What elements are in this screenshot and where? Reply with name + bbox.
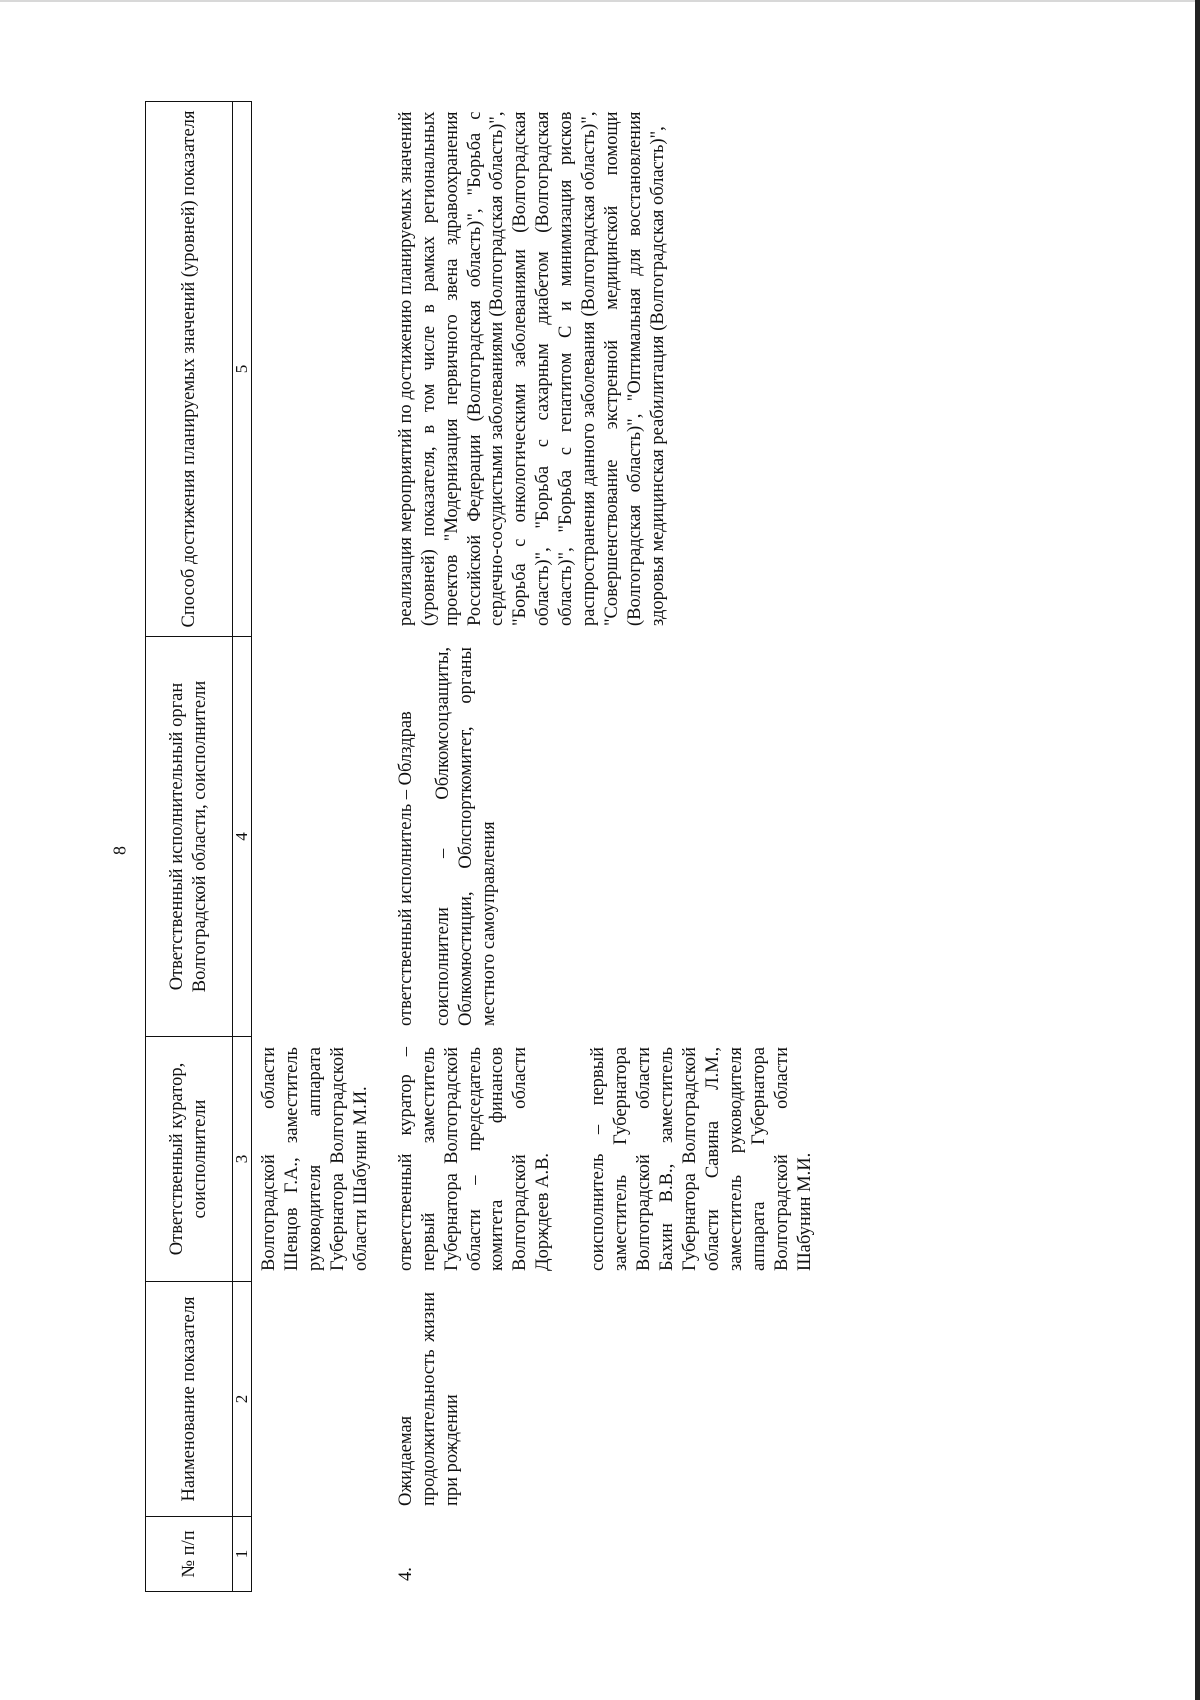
column-number-4: 4 — [233, 637, 252, 1037]
table-row — [387, 102, 821, 1592]
header-method: Способ достижения планируемых значений (уровней) показателя — [146, 102, 233, 637]
page-number: 8 — [109, 846, 130, 855]
column-number-2: 2 — [233, 1282, 252, 1517]
curator-responsible: ответственный куратор – первый заместитель Губернатора Волгоградской области – председатель комитета финансов Волгоградской области Дорждеев А.В. — [395, 1047, 554, 1271]
column-number-5: 5 — [233, 102, 252, 637]
header-curator: Ответственный куратор, соисполнители — [146, 1037, 233, 1282]
header-number: № п/п — [146, 1517, 233, 1592]
continuation-row — [252, 102, 387, 1592]
header-indicator-name: Наименование показателя — [146, 1282, 233, 1517]
curator-cell — [387, 1037, 821, 1282]
scan-top-shadow — [0, 0, 1200, 2]
executive-body-cell — [387, 637, 821, 1037]
indicator-name: Ожидаемая продолжительность жизни при рождении — [395, 1292, 462, 1506]
column-number-1: 1 — [233, 1517, 252, 1592]
continuation-curator-text: Волгоградской области Шевцов Г.А., заместитель руководителя аппарата Губернатора Волгоградской области Шабунин М.И. — [259, 1047, 371, 1271]
header-row — [146, 102, 233, 1592]
executive-coexecutors: соисполнители – Облкомсоцзащиты, Облкомюстиции, Облспорткомитет, органы местного самоуправления — [432, 647, 499, 1026]
column-number-3: 3 — [233, 1037, 252, 1282]
column-number-row — [233, 102, 252, 1592]
method-text: реализация мероприятий по достижению планируемых значений (уровней) показателя, в том числе в рамках региональных проектов "Модернизация первичного звена здравоохранения Российской Федерации (Волгоградская область)", "Борьба с сердечно-сосудистыми заболеваниями (Волгоградская область)", "Борьба с онкологическими заболеваниями (Волгоградская область)", "Борьба с сахарным диабетом (Волгоградская область)", "Борьба с гепатитом С и минимизация рисков распространения данного заболевания (Волгоградская область)", "Совершенствование экстренной медицинской помощи (Волгоградская область)", "Оптимальная для восстановления здоровья медицинская реабилитация (Волгоградская область)", — [395, 111, 668, 626]
executive-responsible: ответственный исполнитель – Облздрав — [395, 711, 416, 1026]
row-number: 4. — [395, 1567, 416, 1581]
scan-right-edge — [1195, 0, 1200, 1700]
indicator-table — [145, 101, 821, 1592]
rotated-table-container — [145, 102, 1005, 1592]
header-executive-body: Ответственный исполнительный орган Волгоградской области, соисполнители — [146, 637, 233, 1037]
curator-coexecutors: соисполнитель – первый заместитель Губернатора Волгоградской области Бахин В.В., заместитель Губернатора Волгоградской области Савина Л.М., заместитель руководителя аппарата Губернатора Волгоградской области Шабунин М.И. — [588, 1047, 815, 1271]
